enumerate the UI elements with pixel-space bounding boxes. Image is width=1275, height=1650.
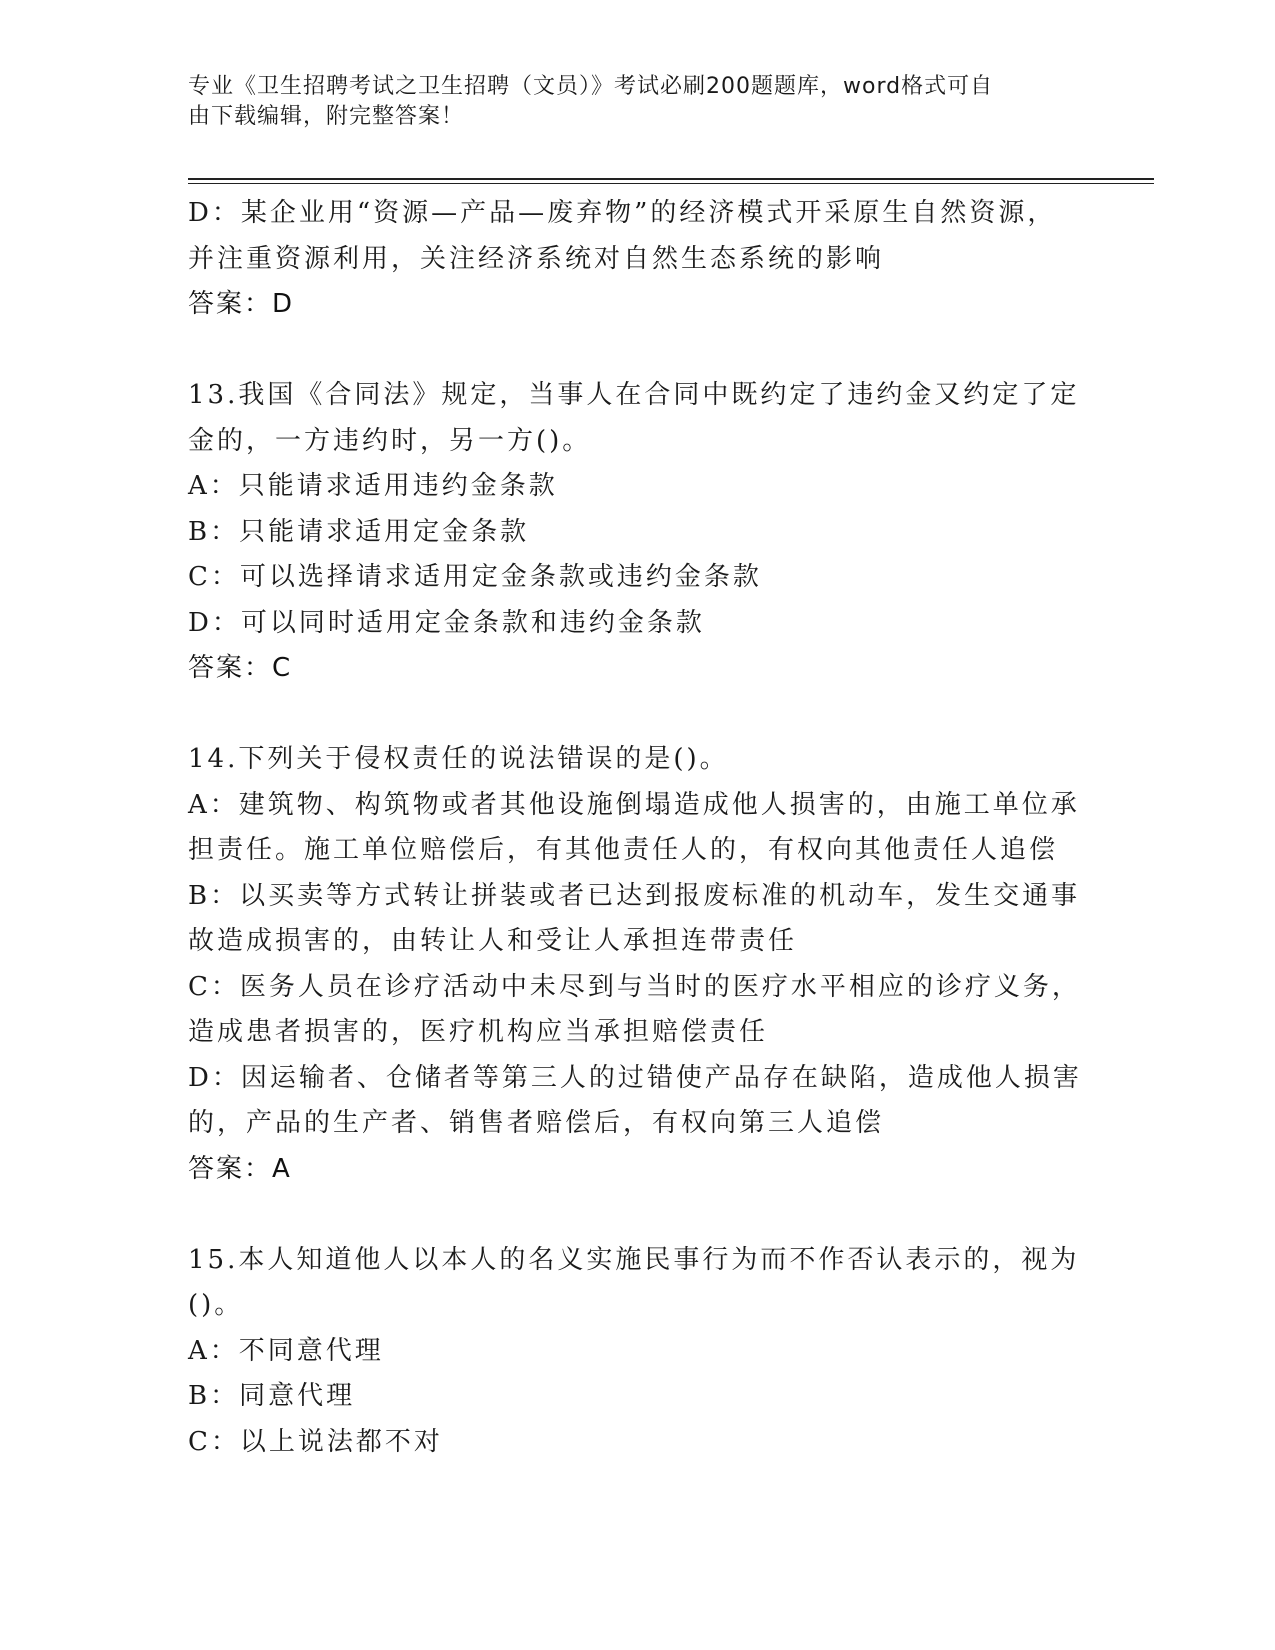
question-content (188, 191, 1082, 1465)
question-stem-line-1: 13.我国《合同法》规定，当事人在合同中既约定了违约金又约定了定 (188, 380, 1080, 410)
question-stem-line-2: 金的，一方违约时，另一方()。 (188, 425, 592, 456)
question-stem-line-1: 15.本人知道他人以本人的名义实施民事行为而不作否认表示的，视为 (188, 1244, 1080, 1275)
question-14 (188, 737, 1082, 1192)
option-a-line-1: A：建筑物、构筑物或者其他设施倒塌造成他人损害的，由施工单位承 (188, 789, 1080, 820)
option-d-line-1: D：某企业用“资源—产品—废弃物”的经济模式开采原生自然资源， (188, 198, 1057, 228)
option-d-line-2: 并注重资源利用，关注经济系统对自然生态系统的影响 (188, 243, 885, 274)
option-c: C：可以选择请求适用定金条款或违约金条款 (188, 562, 762, 592)
question-stem-line-2: ()。 (188, 1290, 244, 1320)
option-d-line-1: D：因运输者、仓储者等第三人的过错使产品存在缺陷，造成他人损害 (188, 1062, 1082, 1093)
header-line-1: 专业《卫生招聘考试之卫生招聘（文员）》考试必刷200题题库，word格式可自 (188, 74, 994, 99)
header-rule-thin (188, 183, 1154, 184)
header-rule-thick (188, 178, 1154, 180)
question-15 (188, 1238, 1080, 1466)
option-b: B：同意代理 (188, 1381, 356, 1411)
page-header (188, 72, 1068, 132)
answer-label: 答案：D (188, 289, 295, 319)
option-c-line-2: 造成患者损害的，医疗机构应当承担赔偿责任 (188, 1017, 769, 1047)
prev-question-block (188, 191, 1068, 328)
option-a: A：只能请求适用违约金条款 (188, 471, 558, 501)
option-c: C：以上说法都不对 (188, 1426, 443, 1457)
spacer (188, 328, 1068, 374)
option-a-line-2: 担责任。施工单位赔偿后，有其他责任人的，有权向其他责任人追偿 (188, 835, 1059, 865)
question-13 (188, 373, 1080, 692)
option-d-line-2: 的，产品的生产者、销售者赔偿后，有权向第三人追偿 (188, 1108, 885, 1138)
answer-label: 答案：C (188, 653, 293, 683)
option-b-line-1: B：以买卖等方式转让拼装或者已达到报废标准的机动车，发生交通事 (188, 880, 1081, 911)
option-b: B：只能请求适用定金条款 (188, 516, 530, 547)
answer-label: 答案：A (188, 1153, 292, 1184)
option-c-line-1: C：医务人员在诊疗活动中未尽到与当时的医疗水平相应的诊疗义务， (188, 971, 1081, 1002)
spacer (188, 1192, 1068, 1238)
question-stem-line-1: 14.下列关于侵权责任的说法错误的是()。 (188, 744, 729, 774)
option-b-line-2: 故造成损害的，由转让人和受让人承担连带责任 (188, 926, 798, 956)
option-d: D：可以同时适用定金条款和违约金条款 (188, 607, 705, 638)
spacer (188, 692, 1068, 738)
option-a: A：不同意代理 (188, 1335, 384, 1366)
header-line-2: 由下载编辑，附完整答案！ (188, 104, 465, 129)
